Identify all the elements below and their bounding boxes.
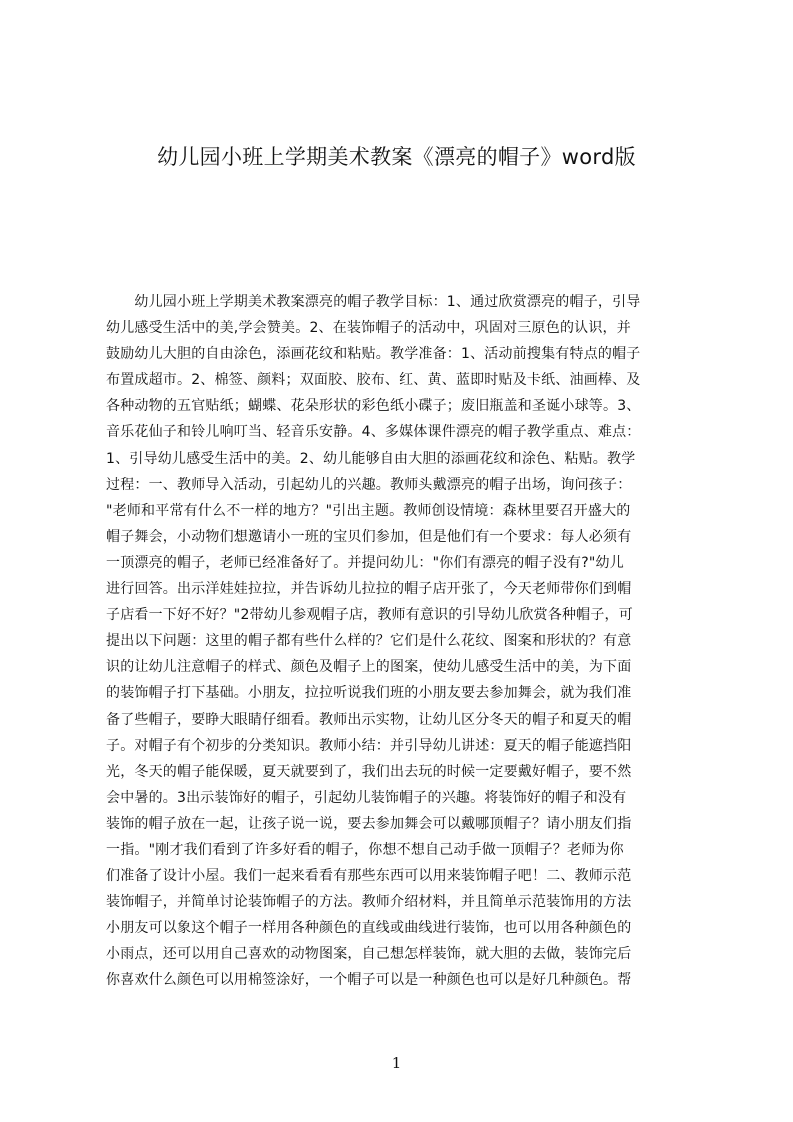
paragraph-line: 子。对帽子有个初步的分类知识。教师小结：并引导幼儿讲述：夏天的帽子能遮挡阳 xyxy=(106,737,632,754)
paragraph-line: 的装饰帽子打下基础。小朋友，拉拉听说我们班的小朋友要去参加舞会，就为我们准 xyxy=(106,685,632,702)
paragraph-line: 光，冬天的帽子能保暖，夏天就要到了，我们出去玩的时候一定要戴好帽子，要不然 xyxy=(106,763,632,780)
paragraph-line: 会中暑的。3出示装饰好的帽子，引起幼儿装饰帽子的兴趣。将装饰好的帽子和没有 xyxy=(106,789,627,806)
document-title: 幼儿园小班上学期美术教案《漂亮的帽子》word版 xyxy=(157,145,636,169)
paragraph-line: 各种动物的五官贴纸；蝴蝶、花朵形状的彩色纸小碟子；废旧瓶盖和圣诞小球等。3、 xyxy=(106,398,641,415)
paragraph-line: 音乐花仙子和铃儿响叮当、轻音乐安静。4、多媒体课件漂亮的帽子教学重点、难点： xyxy=(106,424,641,441)
paragraph-line: 备了些帽子，要睁大眼睛仔细看。教师出示实物，让幼儿区分冬天的帽子和夏天的帽 xyxy=(106,711,632,728)
paragraph-line: 你喜欢什么颜色可以用棉签涂好，一个帽子可以是一种颜色也可以是好几种颜色。帮 xyxy=(106,972,632,989)
paragraph-line: 1、引导幼儿感受生活中的美。2、幼儿能够自由大胆的添画花纹和涂色、粘贴。教学 xyxy=(106,450,636,467)
paragraph-line: 提出以下问题：这里的帽子都有些什么样的？它们是什么花纹、图案和形状的？有意 xyxy=(106,633,632,650)
paragraph-line: "老师和平常有什么不一样的地方？"引出主题。教师创设情境：森林里要召开盛大的 xyxy=(106,502,631,519)
paragraph-line: 一顶漂亮的帽子，老师已经准备好了。并提问幼儿："你们有漂亮的帽子没有?"幼儿 xyxy=(106,554,624,571)
document-body xyxy=(106,289,698,994)
paragraph-line: 幼儿感受生活中的美,学会赞美。2、在装饰帽子的活动中，巩固对三原色的认识，并 xyxy=(106,320,631,337)
page-number: 1 xyxy=(391,1054,402,1072)
paragraph-line: 小朋友可以象这个帽子一样用各种颜色的直线或曲线进行装饰，也可以用各种颜色的 xyxy=(106,920,632,937)
paragraph-line: 一指。"刚才我们看到了许多好看的帽子，你想不想自己动手做一顶帽子？老师为你 xyxy=(106,841,624,858)
paragraph-line: 子店看一下好不好？"2带幼儿参观帽子店，教师有意识的引导幼儿欣赏各种帽子，可 xyxy=(106,607,633,624)
paragraph-line: 鼓励幼儿大胆的自由涂色，添画花纹和粘贴。教学准备：1、活动前搜集有特点的帽子 xyxy=(106,346,641,363)
paragraph-line: 装饰帽子，并简单讨论装饰帽子的方法。教师介绍材料，并且简单示范装饰用的方法 xyxy=(106,894,632,911)
paragraph-line: 进行回答。出示洋娃娃拉拉，并告诉幼儿拉拉的帽子店开张了，今天老师带你们到帽 xyxy=(106,581,632,598)
paragraph-line: 布置成超市。2、棉签、颜料；双面胶、胶布、红、黄、蓝即时贴及卡纸、油画棒、及 xyxy=(106,372,641,389)
paragraph-line: 幼儿园小班上学期美术教案漂亮的帽子教学目标：1、通过欣赏漂亮的帽子，引导 xyxy=(106,294,641,310)
paragraph-line: 们准备了设计小屋。我们一起来看看有那些东西可以用来装饰帽子吧！二、教师示范 xyxy=(106,868,632,885)
paragraph-line: 过程：一、教师导入活动，引起幼儿的兴趣。教师头戴漂亮的帽子出场，询问孩子： xyxy=(106,476,632,493)
paragraph-line: 小雨点，还可以用自己喜欢的动物图案，自己想怎样装饰，就大胆的去做，装饰完后 xyxy=(106,946,632,963)
paragraph-line: 装饰的帽子放在一起，让孩子说一说，要去参加舞会可以戴哪顶帽子？请小朋友们指 xyxy=(106,815,632,832)
paragraph-line: 识的让幼儿注意帽子的样式、颜色及帽子上的图案，使幼儿感受生活中的美，为下面 xyxy=(106,659,632,676)
paragraph-line: 帽子舞会，小动物们想邀请小一班的宝贝们参加，但是他们有一个要求：每人必须有 xyxy=(106,528,632,545)
